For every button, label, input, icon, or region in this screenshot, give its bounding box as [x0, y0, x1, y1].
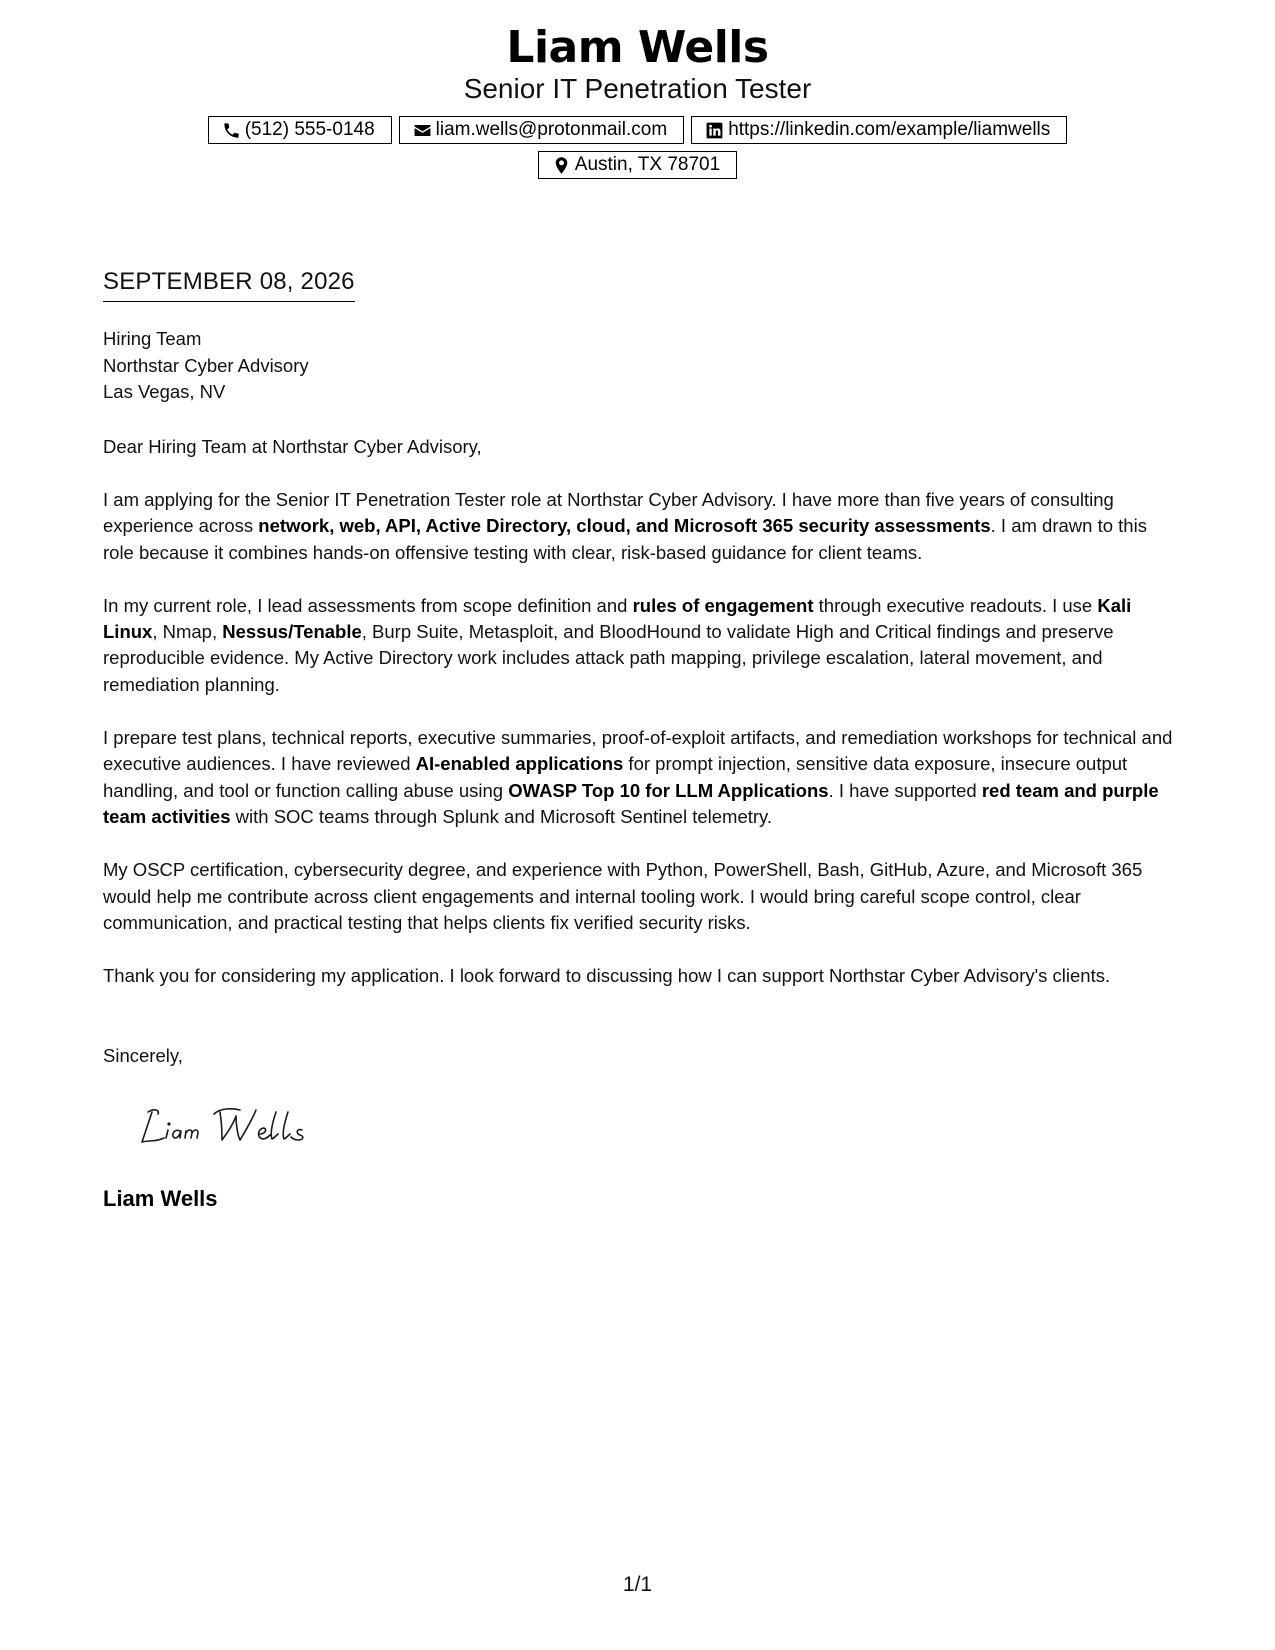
emphasized-text: OWASP Top 10 for LLM Applications	[508, 779, 829, 801]
closing: Sincerely,	[103, 1045, 183, 1066]
recipient-line: Northstar Cyber Advisory	[103, 354, 309, 376]
location-text: Austin, TX 78701	[574, 154, 721, 175]
recipient-line: Las Vegas, NV	[103, 381, 226, 402]
paragraph-text: In my current role, I lead assessments from scope definition and	[103, 594, 633, 616]
body-paragraph	[103, 963, 1178, 989]
applicant-title: Senior IT Penetration Tester	[463, 73, 812, 104]
paragraph-text: I prepare test plans, technical reports, executive summaries, proof-of-exploit artifacts, and remediation workshops for technical and executive audiences. I have reviewed	[103, 727, 1173, 775]
letter-header	[0, 22, 1275, 179]
contact-row	[0, 116, 1275, 144]
location-contact	[538, 151, 737, 179]
phone-contact[interactable]	[208, 116, 392, 144]
linkedin-text: https://linkedin.com/example/liamwells	[728, 119, 1051, 140]
map-pin-icon	[552, 156, 571, 175]
paragraph-text: through executive readouts. I use	[813, 594, 1098, 616]
body-paragraph	[103, 487, 1178, 566]
page-number: 1/1	[622, 1573, 653, 1596]
paragraph-text: . I have supported	[828, 779, 982, 801]
body-paragraph	[103, 857, 1178, 936]
email-contact[interactable]	[399, 116, 685, 144]
contact-row-location	[0, 151, 1275, 179]
letter-body	[103, 487, 1178, 1016]
recipient-address	[103, 326, 309, 406]
envelope-icon	[413, 121, 432, 140]
paragraph-text: , Nmap,	[152, 621, 223, 643]
body-paragraph	[103, 725, 1178, 830]
linkedin-icon	[705, 121, 724, 140]
applicant-name: Liam Wells	[506, 22, 769, 73]
signer-name: Liam Wells	[103, 1186, 218, 1211]
paragraph-text: . I am drawn to this role because it combines hands-on offensive testing with clear, risk-based guidance for client teams.	[103, 515, 1147, 563]
emphasized-text: rules of engagement	[632, 594, 814, 616]
phone-text: (512) 555-0148	[244, 119, 375, 140]
paragraph-text: I am applying for the Senior IT Penetration Tester role at Northstar Cyber Advisory. I have more than five years of consulting experience across	[103, 489, 1114, 537]
body-paragraph	[103, 593, 1178, 698]
paragraph-text: My OSCP certification, cybersecurity degree, and experience with Python, PowerShell, Bash, GitHub, Azure, and Microsoft 365 would help me contribute across client engagements and internal tooling work. I would bring careful scope control, clear communication, and practical testing that helps clients fix verified security risks.	[103, 859, 1143, 933]
paragraph-text: with SOC teams through Splunk and Microsoft Sentinel telemetry.	[230, 805, 773, 827]
emphasized-text: Nessus/Tenable	[222, 621, 362, 643]
salutation: Dear Hiring Team at Northstar Cyber Advisory,	[103, 436, 482, 457]
phone-icon	[222, 121, 241, 140]
emphasized-text: Kali Linux	[103, 594, 1132, 643]
emphasized-text: AI-enabled applications	[415, 753, 624, 775]
letter-date: SEPTEMBER 08, 2026	[103, 267, 355, 302]
emphasized-text: network, web, API, Active Directory, cloud, and Microsoft 365 security assessments	[258, 515, 991, 537]
emphasized-text: red team and purple team activities	[103, 779, 1159, 827]
paragraph-text: , Burp Suite, Metasploit, and BloodHound to validate High and Critical findings and preserve reproducible evidence. My Active Directory work includes attack path mapping, privilege escalation, lateral movement, and remediation planning.	[103, 621, 1114, 695]
email-text: liam.wells@protonmail.com	[435, 119, 668, 140]
recipient-line: Hiring Team	[103, 328, 202, 349]
linkedin-contact[interactable]	[691, 116, 1067, 144]
paragraph-text: for prompt injection, sensitive data exposure, insecure output handling, and tool or function calling abuse using	[103, 753, 1128, 801]
handwritten-signature	[136, 1098, 326, 1150]
paragraph-text: Thank you for considering my application. I look forward to discussing how I can support Northstar Cyber Advisory's clients.	[103, 965, 1111, 987]
